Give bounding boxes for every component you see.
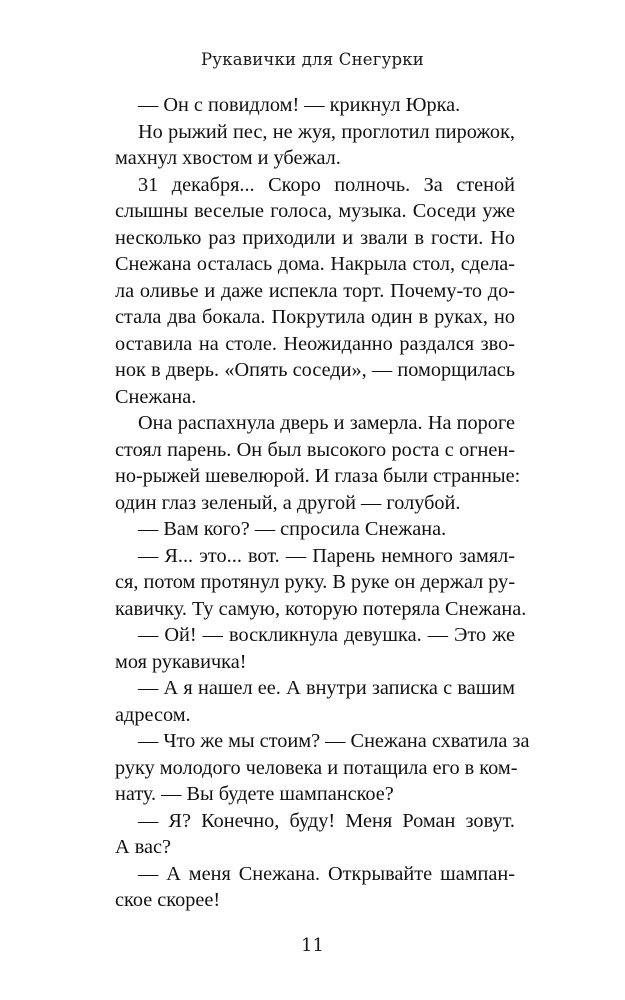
text-line: Она распахнула дверь и замерла. На пороге (138, 412, 515, 434)
running-head: Рукавички для Снегурки (200, 50, 425, 69)
text-line: Но рыжий пес, не жуя, проглотил пирожок, (138, 120, 515, 143)
text-line: нок в дверь. «Опять соседи», — поморщилась (115, 359, 515, 381)
text-line: несколько раз приходили и звали в гости. Но (115, 226, 515, 249)
text-line: стала два бокала. Покрутила один в руках, но (115, 306, 515, 328)
text-line: но-рыжей шевелюрой. И глаза были странные: (115, 465, 521, 487)
text-line: Снежана. (115, 385, 197, 408)
text-line: оставила на столе. Неожиданно раздался зво- (115, 332, 515, 355)
text-line: — Вам кого? — спросила Снежана. (138, 518, 447, 540)
text-line: А вас? (115, 836, 172, 858)
text-line: — А меня Снежана. Открывайте шампан- (138, 862, 515, 885)
text-line: ся, потом протянул руку. В руке он держал ру- (115, 571, 516, 593)
text-line: слышны веселые голоса, музыка. Соседи уже (115, 200, 515, 222)
text-line: нату. — Вы будете шампанское? (115, 783, 394, 805)
text-line: — Я? Конечно, буду! Меня Роман зовут. (138, 809, 515, 832)
text-line: — Я... это... вот. — Парень немного замял- (138, 544, 515, 567)
text-line: 31 декабря... Скоро полночь. За стеной (138, 173, 515, 196)
text-line: стоял парень. Он был высокого роста с огнен- (115, 438, 515, 461)
text-line: — Что же мы стоим? — Снежана схватила за (138, 730, 530, 752)
text-line: моя рукавичка! (115, 650, 247, 673)
text-line: руку молодого человека и потащила его в ком- (115, 756, 518, 779)
text-line: — А я нашел ее. А внутри записка с вашим (138, 677, 515, 699)
text-line: кавичку. Ту самую, которую потеряла Снежана. (115, 597, 527, 620)
text-line: ское скорее! (115, 889, 221, 911)
page-number: 11 (301, 935, 324, 956)
text-line: — Ой! — воскликнула девушка. — Это же (138, 624, 515, 646)
text-line: — Он с повидлом! — крикнул Юрка. (138, 94, 461, 116)
text-line: ла оливье и даже испекла торт. Почему-то до- (115, 279, 515, 302)
text-line: махнул хвостом и убежал. (115, 147, 341, 169)
text-line: Снежана осталась дома. Накрыла стол, сдела- (115, 253, 515, 275)
body-text (115, 92, 530, 914)
text-line: один глаз зеленый, а другой — голубой. (115, 491, 461, 514)
text-line: адресом. (115, 703, 191, 726)
